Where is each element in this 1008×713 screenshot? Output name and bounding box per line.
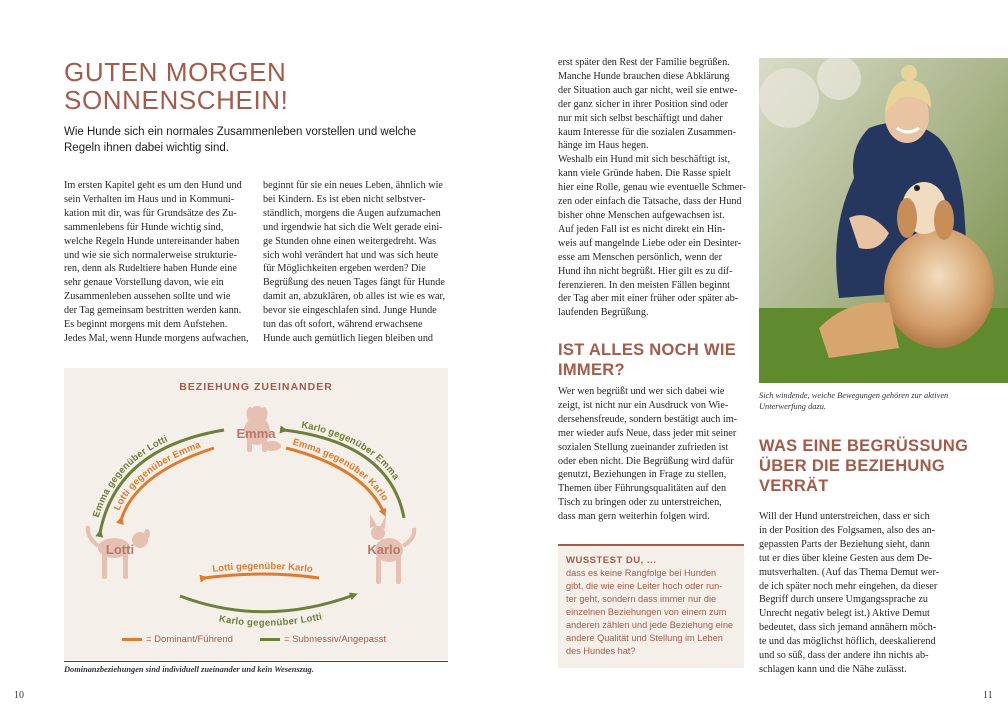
info-box-line: des Hundes hat? (566, 646, 636, 656)
left-column-2 (263, 179, 453, 346)
info-box-line: andere Qualität und Stellung im Leben (566, 633, 723, 643)
right-column-1-top (558, 56, 750, 320)
arc-label-lotti-emma: Lotti gegenüber Emma (111, 439, 203, 513)
body-text-line: bevor sie eingeschlafen sind. Junge Hunde (263, 305, 437, 317)
arc-lotti-karlo-inner (204, 574, 319, 578)
info-box-line: ter geht, sondern dass immer nur die (566, 594, 717, 604)
body-text-line: zeigt, ist nicht nur ein Ausdruck von Wie- (558, 399, 729, 411)
legend-dominant-label: = Dominant/Führend (146, 634, 233, 645)
body-text-line: und wie sie sich normalerweise strukturie- (64, 249, 237, 261)
arc-label-lotti-karlo: Lotti gegenüber Karlo (211, 560, 314, 576)
body-text-line: welche Regeln Hunde untereinander haben (64, 235, 240, 247)
body-text-line: sammenlebens für Hunde wichtig sind, (64, 221, 224, 233)
body-text-line: der Tag gemeinsam bestritten werden kann. (64, 305, 242, 317)
body-text-line: kann viele Gründe haben. Die Rasse spielt (558, 168, 731, 180)
info-box-line: einzelnen Beziehungen von einem zum (566, 607, 727, 617)
photo-illustration (759, 58, 1008, 383)
body-text-line: ständlich, morgens die Augen aufzumachen (263, 207, 441, 219)
heading2-line-1: WAS EINE BEGRÜSSUNG (759, 437, 969, 455)
body-text-line: te und das möglichst höflich, deeskalierend (759, 636, 936, 648)
caption-rule (64, 661, 448, 662)
legend-dominant-swatch (122, 638, 142, 641)
page-number-left: 10 (14, 690, 24, 701)
body-text-line: de ich später noch mehr eingehen, da dieser (759, 580, 938, 592)
diagram-title: BEZIEHUNG ZUEINANDER (179, 381, 333, 393)
heading-was-eine-begruessung (759, 436, 999, 496)
info-box (558, 544, 744, 668)
body-text-line: Jedes Mal, wenn Hunde morgens aufwachen, (64, 332, 249, 344)
page-number-right: 11 (983, 690, 993, 701)
heading1-line-2: IMMER? (558, 361, 625, 379)
diagram-svg (64, 368, 448, 660)
info-box-line: anderen zählen und jede Beziehung eine (566, 620, 734, 630)
title-line-2: SONNENSCHEIN! (64, 85, 289, 115)
body-text-line: esse am Menschen persönlich, wenn der (558, 251, 723, 263)
body-text-line: in der Position des Folgsamen, also des an- (759, 524, 935, 536)
body-text-line: zen oder einfach die Tatsache, dass der Hund (558, 196, 742, 208)
body-text-line: sein Verhalten im Haus und in Kommuni- (64, 193, 235, 205)
body-text-line: sehr genaue Vorstellung davon, wie ein (64, 277, 224, 289)
lead-paragraph: Wie Hunde sich ein normales Zusammenleben vorstellen und welche Regeln ihnen dabei wichtig sind. (64, 126, 417, 154)
body-text-line: sozialen Stellung zueinander zufrieden ist (558, 441, 729, 453)
info-box-line: gibt, die wie eine Leiter hoch oder run- (566, 581, 723, 591)
body-text-line: Tisch zu bringen oder zu unterstreichen, (558, 497, 722, 509)
body-text-line: und irgendwie hat sich die Welt gerade eini- (263, 221, 443, 233)
body-text-line: beginnt für sie ein neues Leben, ähnlich wie (263, 180, 443, 191)
arc-label-emma-karlo: Emma gegenüber Karlo (291, 436, 391, 504)
body-text-line: weis auf mangelnde Liebe oder ein Desinter- (558, 237, 742, 249)
body-text-line: nur mit sich selbst beschäftigt und daher (558, 112, 723, 124)
heading1-line-1: IST ALLES NOCH WIE (558, 341, 737, 359)
info-box-title: WUSSTEST DU, ... (566, 555, 657, 566)
legend-submissive-swatch (260, 638, 280, 641)
title-line-1: GUTEN MORGEN (64, 57, 287, 87)
body-text-line: Manche Hunde brauchen diese Abklärung (558, 70, 730, 82)
body-text-line: bisher ohne Menschen aufgewachsen ist. (558, 209, 725, 221)
body-text-line: Themen über Führungsqualitäten auf den (558, 483, 727, 495)
body-text-line: erst später den Rest der Familie begrüßen. (558, 57, 730, 68)
body-text-line: dass man gern weiterhin folgen wird. (558, 511, 710, 523)
body-text-line: Auf jeden Fall ist es nicht direkt ein Hin- (558, 223, 726, 235)
dog-lotti-label: Lotti (105, 542, 135, 557)
body-text-line: Begriff durch unsere Umgangssprache zu (759, 594, 928, 606)
photo-caption-line-1: Sich windende, weiche Bewegungen gehören zur aktiven (759, 391, 949, 400)
arc-label-emma-lotti: Emma gegenüber Lotti (90, 433, 170, 519)
dog-emma-label: Emma (236, 426, 276, 441)
body-text-line: damit an, abzuklären, ob alles ist wie es war, (263, 291, 446, 303)
arc-label-karlo-emma: Karlo gegenüber Emma (300, 419, 402, 483)
body-text-line: hänge im Haus hegen. (558, 140, 649, 152)
info-box-text (566, 567, 736, 658)
body-text-line: und so süß, dass der andere ihn nichts ab- (759, 650, 929, 662)
body-text-line: ge Stunden ohne einen weitergedreht. Was (263, 235, 437, 247)
body-text-line: bei Kindern. Es ist eben nicht selbstver- (263, 193, 426, 205)
body-text-line: Will der Hund unterstreichen, dass er sich (759, 511, 930, 522)
body-text-line: schlagen kann und die Nähe zulässt. (759, 663, 907, 675)
body-text-line: Zusammenleben aussehen sollte und wie (64, 291, 231, 303)
heading2-line-2: ÜBER DIE BEZIEHUNG (759, 457, 945, 475)
body-text-line: Es beginnt morgens mit dem Aufstehen. (64, 319, 228, 331)
info-box-line: dass es keine Rangfolge bei Hunden (566, 568, 717, 578)
body-text-line: Hund ihn nicht begrüßt. Hier gilt es zu dif- (558, 265, 733, 277)
body-text-line: ren, denn als Rudeltiere haben Hunde eine (64, 263, 237, 275)
body-text-line: der Situation auch gar nicht, weil sie entwe- (558, 84, 738, 96)
relationship-diagram (64, 368, 448, 660)
body-text-line: laufenden Begrüßung. (558, 307, 649, 319)
diagram-caption: Dominanzbeziehungen sind individuell zueinander und kein Wesenszug. (64, 665, 314, 674)
right-column-1-mid (558, 385, 750, 524)
body-text-line: hier eine Rolle, genau wie eventuelle Schmer- (558, 182, 746, 194)
body-text-line: gepassten Parts der Beziehung sieht, dann (759, 538, 930, 550)
body-text-line: für Möglichkeiten ergeben werden? Die (263, 263, 426, 275)
body-text-line: Im ersten Kapitel geht es um den Hund und (64, 180, 242, 191)
arc-lotti-karlo-outer (180, 595, 354, 612)
body-text-line: bedeutet, dass sich jemand annähern möch- (759, 622, 937, 634)
arc-label-karlo-lotti: Karlo gegenüber Lotti (218, 611, 323, 629)
body-text-line: dersehensfreude, sondern bestätigt auch im- (558, 413, 738, 425)
body-text-line: der ganz sicher in ihrer Position sind oder (558, 98, 729, 110)
right-column-2 (759, 510, 969, 677)
body-text-line: kation mit dir, was für Grundsätze des Zu- (64, 207, 237, 219)
body-text-line: mutsverhalten. (Auf das Thema Demut wer- (759, 566, 940, 578)
dog-karlo-label: Karlo (367, 542, 401, 557)
body-text-line: Hunde auch gemütlich liegen bleiben und (263, 332, 434, 344)
left-column-1 (64, 179, 252, 346)
photo-caption-line-2: Unterwerfung dazu. (759, 402, 826, 411)
heading2-line-3: VERRÄT (759, 477, 829, 495)
body-text-line: tut er dies über kleine Gesten aus dem De- (759, 552, 933, 564)
body-text-line: Begrüßung des neuen Tages fängt für Hunde (263, 277, 445, 289)
body-text-line: der Tag aber mit einer früher oder später ab- (558, 293, 739, 305)
body-text-line: Unrecht negativ belegt ist.) Aktive Demut (759, 608, 930, 620)
body-text-line: sich wohl verändert hat und was sich heute (263, 249, 439, 261)
photo-caption (759, 390, 1008, 412)
heading-ist-alles-noch-wie-immer (558, 340, 748, 380)
body-text-line: Weshalb ein Hund mit sich beschäftigt ist, (558, 154, 731, 166)
body-text-line: ferenzieren. In den meisten Fällen beginnt (558, 279, 730, 291)
body-text-line: oder eben nicht. Die Begrüßung wird dafür (558, 455, 734, 467)
body-text-line: genutzt, Beziehungen in Frage zu stellen, (558, 469, 727, 481)
dog-photo (759, 58, 1008, 383)
body-text-line: Wer wen begrüßt und wer sich dabei wie (558, 386, 725, 397)
legend-submissive-label: = Submessiv/Angepasst (284, 634, 387, 645)
body-text-line: tun das oft sofort, während erwachsene (263, 319, 423, 331)
body-text-line: kaum Interesse für die sozialen Zusammen- (558, 126, 736, 138)
page-title (64, 58, 394, 114)
body-text-line: mer wieder aufs Neue, dass jeder mit seiner (558, 427, 737, 439)
